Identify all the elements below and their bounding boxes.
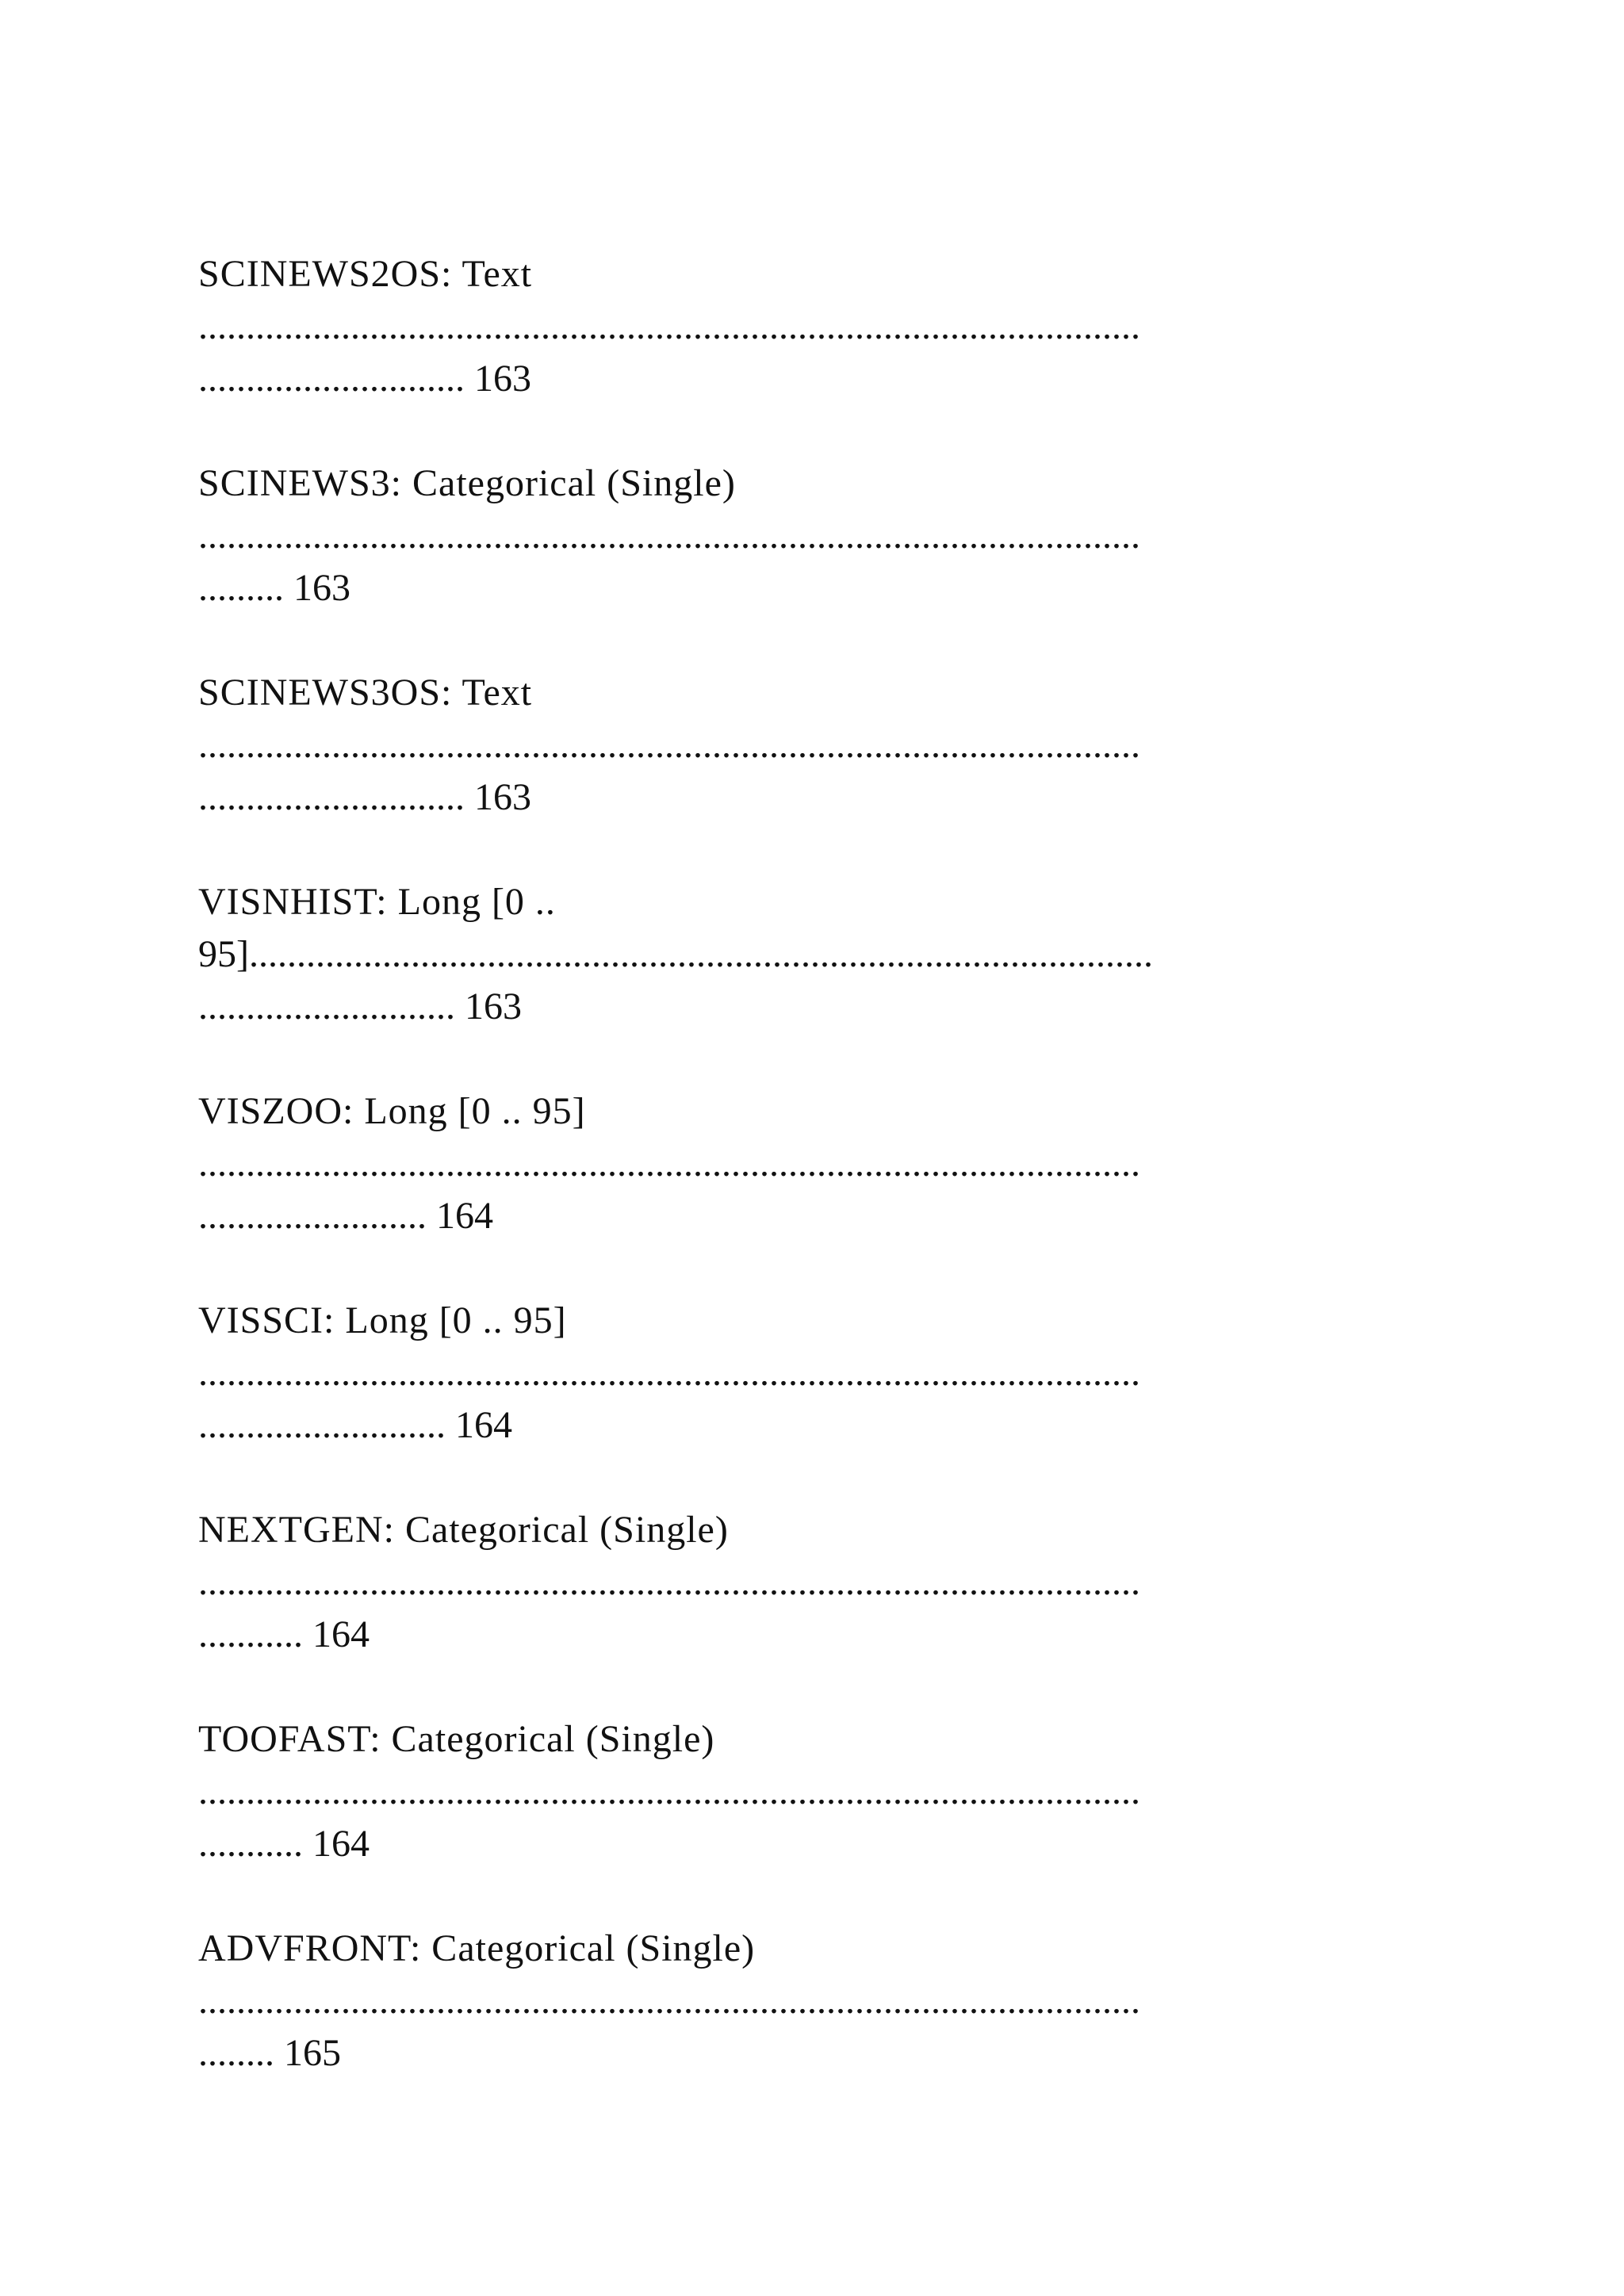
toc-entry-title: ADVFRONT: Categorical (Single) [198,1927,756,1969]
toc-entry[interactable] [198,880,1435,1054]
toc-entry-title: SCINEWS3OS: Text [198,672,533,714]
toc-entry-title: SCINEWS2OS: Text [198,253,533,295]
toc-entry[interactable] [198,671,1435,845]
toc-entry-title: TOOFAST: Categorical (Single) [198,1718,715,1760]
toc-entry[interactable] [198,1927,1435,2101]
toc-entry-page-number: ........................... 163 [198,985,522,1027]
toc-entry-leader: 95]............................................................................................... [198,933,1153,975]
toc-entry-leader: ................................................................................................... [198,724,1140,766]
toc-entry-leader: ................................................................................................... [198,305,1140,347]
toc-entry-page-number: ......... 163 [198,567,350,609]
toc-entry-title: VISNHIST: Long [0 .. [198,881,556,923]
toc-entry-page-number: ........ 165 [198,2032,341,2074]
toc-entry[interactable] [198,461,1435,636]
toc-entry-title: NEXTGEN: Categorical (Single) [198,1509,729,1551]
toc-entry[interactable] [198,1508,1435,1682]
toc-entry-leader: ................................................................................................... [198,515,1140,557]
toc-entry-leader: ................................................................................................... [198,1980,1140,2022]
toc-entry-leader: ................................................................................................... [198,1561,1140,1603]
toc-entry-page-number: ........................ 164 [198,1195,493,1237]
toc-entry-title: VISSCI: Long [0 .. 95] [198,1299,567,1341]
toc-entry-page-number: ............................ 163 [198,358,531,400]
toc-entry-page-number: ............................ 163 [198,776,531,818]
toc-entry[interactable] [198,1299,1435,1473]
toc-entry-leader: ................................................................................................... [198,1352,1140,1394]
toc-entry-title: VISZOO: Long [0 .. 95] [198,1090,586,1132]
toc-entry-leader: ................................................................................................... [198,1770,1140,1812]
toc-entry-title: SCINEWS3: Categorical (Single) [198,462,736,504]
toc-entry-page-number: ........... 164 [198,1613,370,1655]
toc-entry[interactable] [198,252,1435,427]
toc-entry[interactable] [198,1089,1435,1264]
toc-entry-page-number: ........... 164 [198,1823,370,1865]
toc-entry-page-number: .......................... 164 [198,1404,512,1446]
toc-entry[interactable] [198,1717,1435,1892]
toc-entry-leader: ................................................................................................... [198,1142,1140,1184]
